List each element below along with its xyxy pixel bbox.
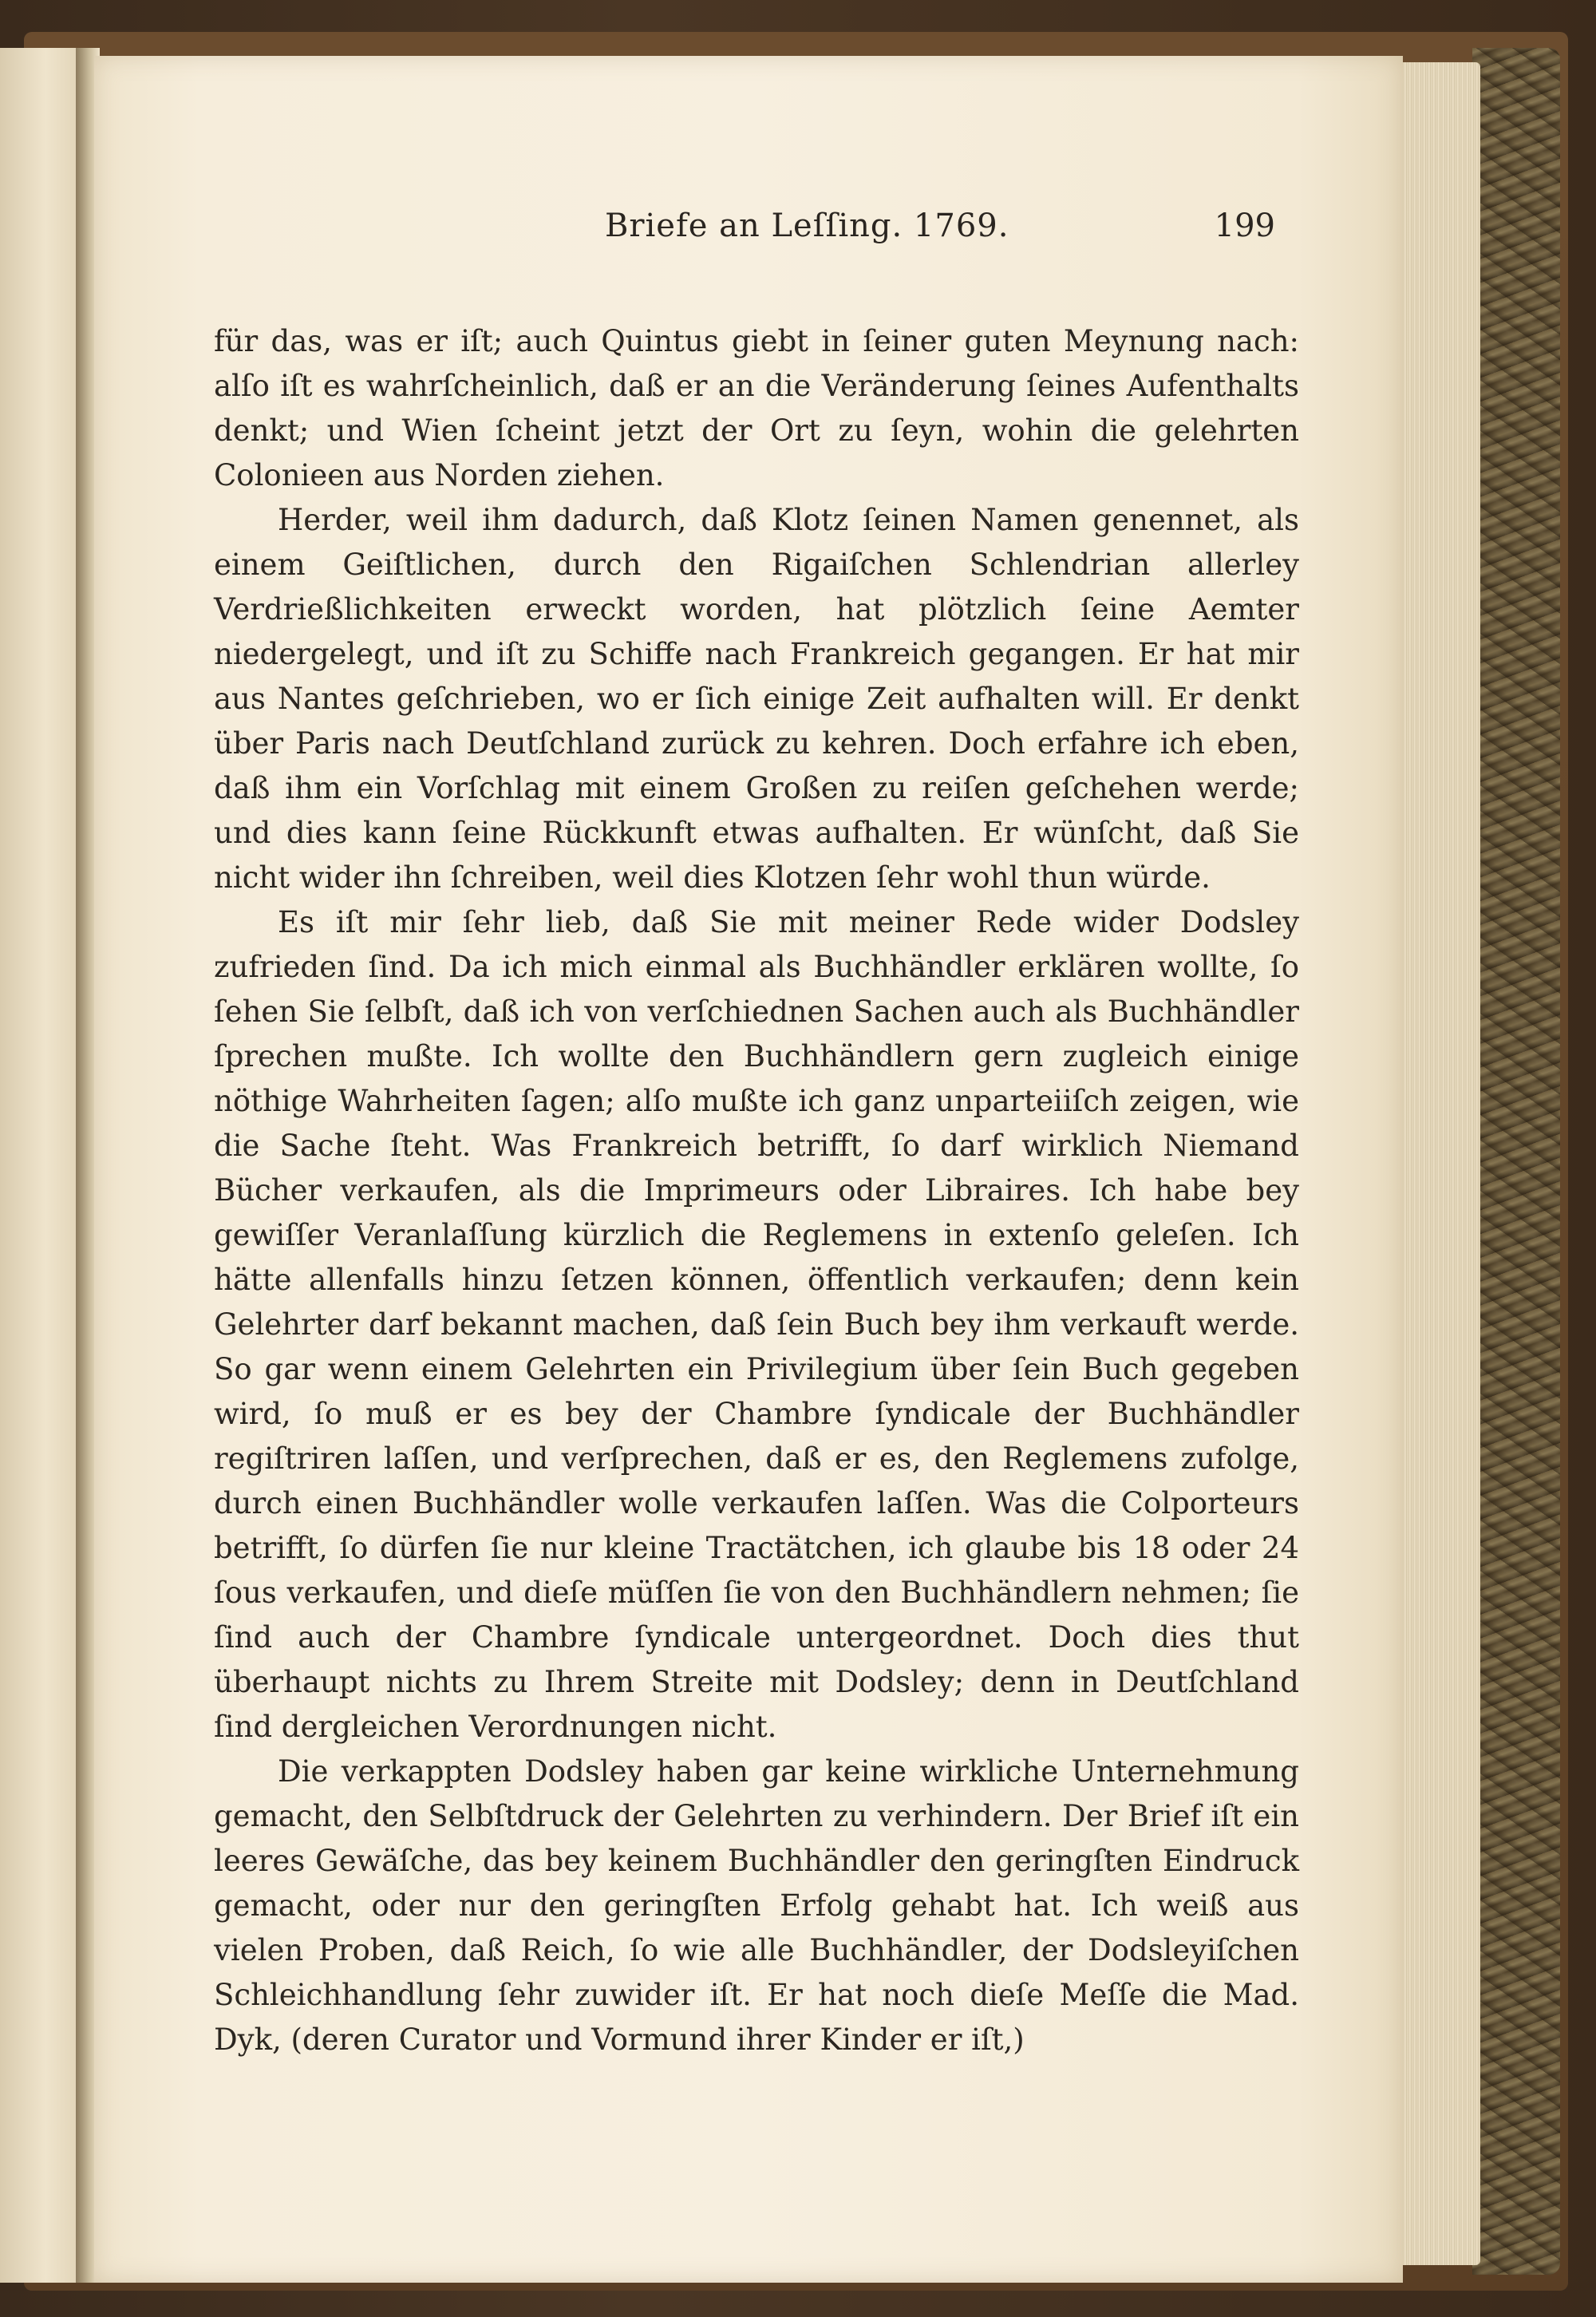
running-head [509, 208, 1275, 263]
book-page [94, 56, 1403, 2283]
paragraph-dodsley: Es iſt mir ſehr lieb, daß Sie mit meiner Rede wider Dodsley zufrieden ſind. Da ich mich einmal als Buchhändler erklären wollte, ſo ſehen Sie ſelbſt, daß ich von verſchiednen Sachen auch als Buchhändler ſprechen mußte. Ich wollte den Buchhändlern gern zugleich einige nöthige Wahrheiten ſagen; alſo mußte ich ganz unparteiiſch zeigen, wie die Sache ſteht. Was Frankreich betrifft, ſo darf wirklich Niemand Bücher verkaufen, als die Imprimeurs oder Libraires. Ich habe bey gewiſſer Veranlaſſung kürzlich die Reglemens in extenſo geleſen. Ich hätte allenfalls hinzu ſetzen können, öffentlich verkaufen; denn kein Gelehrter darf bekannt machen, daß ſein Buch bey ihm verkauft werde. So gar wenn einem Gelehrten ein Privilegium über ſein Buch gegeben wird, ſo muß er es bey der Chambre ſyndicale der Buchhändler regiſtriren laſſen, und verſprechen, daß er es, den Reglemens zufolge, durch einen Buchhändler wolle verkaufen laſſen. Was die Colporteurs betrifft, ſo dürfen ſie nur kleine Tractätchen, ich glaube bis 18 oder 24 ſous verkaufen, und dieſe müſſen ſie von den Buchhändlern nehmen; ſie ſind auch der Chambre ſyndicale untergeordnet. Doch dies thut überhaupt nichts zu Ihrem Streite mit Dodsley; denn in Deutſchland ſind dergleichen Verordnungen nicht. [214, 905, 1299, 1744]
paragraph-herder: Herder, weil ihm dadurch, daß Klotz ſeinen Namen genennet, als einem Geiſtlichen, durch den Rigaiſchen Schlendrian allerley Verdrießlichkeiten erweckt worden, hat plötzlich ſeine Aemter niedergelegt, und iſt zu Schiffe nach Frankreich gegangen. Er hat mir aus Nantes geſchrieben, wo er ſich einige Zeit aufhalten will. Er denkt über Paris nach Deutſchland zurück zu kehren. Doch erfahre ich eben, daß ihm ein Vorſchlag mit einem Großen zu reiſen geſchehen werde; und dies kann ſeine Rückkunft etwas aufhalten. Er wünſcht, daß Sie nicht wider ihn ſchreiben, weil dies Klotzen ſehr wohl thun würde. [214, 503, 1299, 895]
marbled-texture-overlay [1472, 48, 1560, 2275]
page-number: 199 [1214, 208, 1275, 244]
left-page-edge [0, 48, 76, 2283]
page-block-edge [1393, 62, 1480, 2265]
body-text [214, 319, 1299, 2062]
paragraph-continued: für das, was er iſt; auch Quintus giebt in ſeiner guten Meynung nach: alſo iſt es wahrſcheinlich, daß er an die Veränderung ſeines Aufenthalts denkt; und Wien ſcheint jetzt der Ort zu ſeyn, wohin die gelehrten Colonieen aus Norden ziehen. [214, 324, 1299, 492]
running-head-title: Briefe an Leſſing. 1769. [605, 208, 1009, 244]
paragraph-verkappten: Die verkappten Dodsley haben gar keine wirkliche Unternehmung gemacht, den Selbſtdruck der Gelehrten zu verhindern. Der Brief iſt ein leeres Gewäſche, das bey keinem Buchhändler den geringſten Eindruck gemacht, oder nur den geringſten Erfolg gehabt hat. Ich weiß aus vielen Proben, daß Reich, ſo wie alle Buchhändler, der Dodsleyiſchen Schleichhandlung ſehr zuwider iſt. Er hat noch dieſe Meſſe die Mad. Dyk, (deren Curator und Vormund ihrer Kinder er iſt,) [214, 1754, 1299, 2057]
